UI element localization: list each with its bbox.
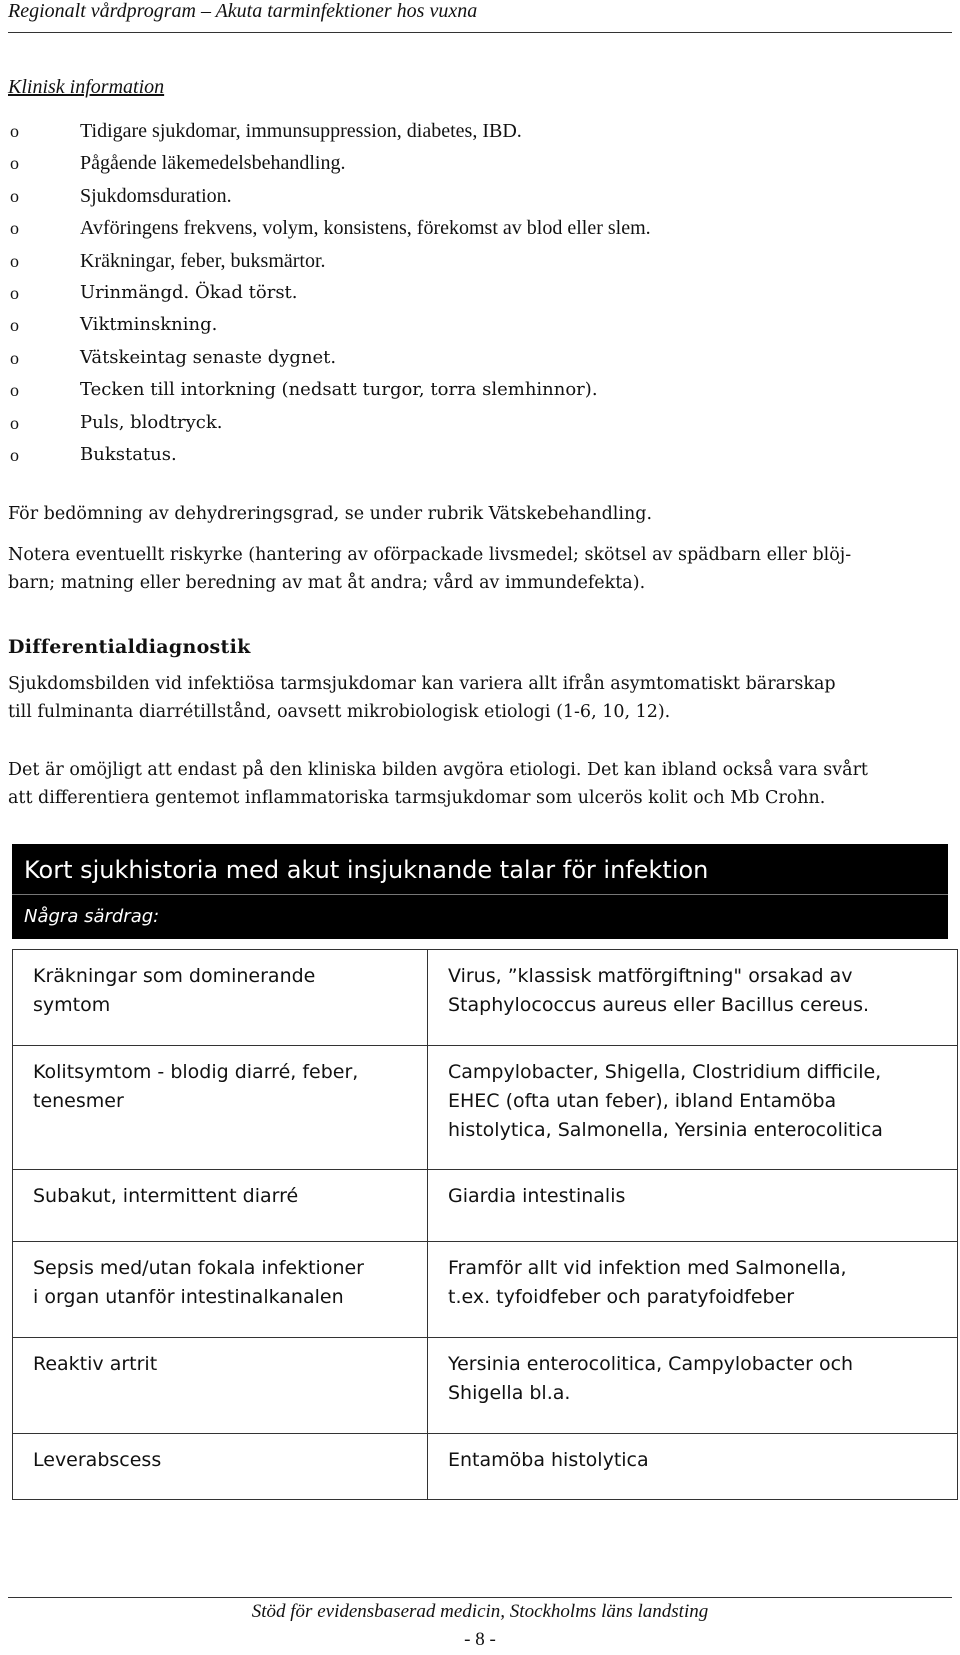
list-item-text: Avföringens frekvens, volym, konsistens, förekomst av blod eller slem.: [80, 217, 651, 240]
cause-cell: [428, 1242, 958, 1337]
list-item-text: Tidigare sjukdomar, immunsuppression, diabetes, IBD.: [80, 120, 522, 142]
table-row: [12, 1434, 958, 1500]
header-rule: [8, 32, 952, 33]
bullet-marker: o: [10, 282, 19, 303]
paragraph-line: Notera eventuellt riskyrke (hantering av oförpackade livsmedel; skötsel av spädbarn eller blöj-: [8, 545, 852, 565]
cell-line: i organ utanför intestinalkanalen: [33, 1286, 344, 1308]
bullet-marker: o: [10, 412, 19, 433]
paragraph-line: Det är omöjligt att endast på den kliniska bilden avgöra etiologi. Det kan ibland också vara svårt: [8, 760, 868, 780]
list-item-text: Tecken till intorkning (nedsatt turgor, torra slemhinnor).: [80, 379, 598, 401]
table-row: [12, 1170, 958, 1242]
symptom-cell: [12, 1242, 428, 1337]
cell-line: histolytica, Salmonella, Yersinia enterocolitica: [448, 1119, 883, 1141]
page-number: - 8 -: [464, 1629, 496, 1650]
list-item-text: Vätskeintag senaste dygnet.: [80, 346, 337, 368]
bullet-marker: o: [10, 185, 19, 206]
bullet-marker: o: [10, 250, 19, 271]
table-subtitle: Några särdrag:: [24, 906, 160, 927]
bullet-marker: o: [10, 347, 19, 368]
cell-line: Entamöba histolytica: [448, 1449, 649, 1471]
bullet-marker: o: [10, 444, 19, 465]
list-item-text: Kräkningar, feber, buksmärtor.: [80, 249, 326, 272]
cell-line: tenesmer: [33, 1090, 124, 1112]
symptom-cell: [12, 1170, 428, 1241]
page-header: Regionalt vårdprogram – Akuta tarminfektioner hos vuxna: [8, 0, 478, 22]
cell-line: Campylobacter, Shigella, Clostridium difficile,: [448, 1061, 882, 1083]
footer-rule: [8, 1597, 952, 1598]
cause-cell: [428, 1434, 958, 1499]
section-heading: Differentialdiagnostik: [8, 636, 251, 658]
cell-line: Staphylococcus aureus eller Bacillus cereus.: [448, 994, 870, 1016]
cell-line: Yersinia enterocolitica, Campylobacter och: [448, 1353, 854, 1375]
paragraph-line: Sjukdomsbilden vid infektiösa tarmsjukdomar kan variera allt ifrån asymtomatiskt bärarskap: [8, 674, 836, 694]
dehydration-note: För bedömning av dehydreringsgrad, se under rubrik Vätskebehandling.: [8, 504, 653, 524]
table-body: [12, 949, 958, 1500]
cell-line: Kräkningar som dominerande: [33, 965, 316, 987]
paragraph-line: barn; matning eller beredning av mat åt andra; vård av immundefekta).: [8, 573, 646, 593]
cell-line: Subakut, intermittent diarré: [33, 1185, 299, 1207]
list-item-text: Pågående läkemedelsbehandling.: [80, 152, 346, 175]
section-title-link[interactable]: Klinisk information: [8, 76, 165, 98]
symptom-cell: [12, 1338, 428, 1433]
paragraph-line: till fulminanta diarrétillstånd, oavsett mikrobiologisk etiologi (1-6, 10, 12).: [8, 702, 671, 722]
bullet-marker: o: [10, 315, 19, 336]
cause-cell: [428, 1338, 958, 1433]
table-row: [12, 1242, 958, 1338]
table-title: Kort sjukhistoria med akut insjuknande talar för infektion: [24, 856, 709, 884]
list-item-text: Viktminskning.: [80, 314, 218, 336]
cause-cell: [428, 1170, 958, 1241]
cell-line: Shigella bl.a.: [448, 1382, 571, 1404]
cell-line: Virus, ”klassisk matförgiftning" orsakad av: [448, 965, 853, 987]
table-row: [12, 1046, 958, 1170]
paragraph-line: att differentiera gentemot inflammatoriska tarmsjukdomar som ulcerös kolit och Mb Crohn.: [8, 788, 826, 808]
page-footer: Stöd för evidensbaserad medicin, Stockholms läns landsting: [251, 1601, 709, 1622]
cell-line: Kolitsymtom - blodig diarré, feber,: [33, 1061, 359, 1083]
cell-line: Leverabscess: [33, 1449, 162, 1471]
cell-line: Framför allt vid infektion med Salmonella,: [448, 1257, 847, 1279]
cell-line: Reaktiv artrit: [33, 1353, 158, 1375]
bullet-marker: o: [10, 218, 19, 239]
bullet-marker: o: [10, 121, 19, 141]
bullet-marker: o: [10, 380, 19, 401]
cause-cell: [428, 1046, 958, 1169]
list-item-text: Puls, blodtryck.: [80, 411, 223, 433]
symptom-cell: [12, 950, 428, 1045]
list-item-text: Sjukdomsduration.: [80, 184, 232, 207]
table-row: [12, 1338, 958, 1434]
list-item-text: Bukstatus.: [80, 443, 177, 465]
risk-occupation-paragraph: [8, 541, 851, 597]
cell-line: symtom: [33, 994, 111, 1016]
list-item-text: Urinmängd. Ökad törst.: [80, 281, 298, 303]
bullet-marker: o: [10, 153, 19, 174]
symptom-cell: [12, 1434, 428, 1499]
table-header: [12, 844, 948, 939]
differential-paragraph-1: [8, 670, 836, 726]
table-header-divider: [12, 894, 948, 895]
cell-line: EHEC (ofta utan feber), ibland Entamöba: [448, 1090, 837, 1112]
cell-line: Giardia intestinalis: [448, 1185, 626, 1207]
table-row: [12, 950, 958, 1046]
differential-paragraph-2: [8, 756, 868, 812]
cell-line: t.ex. tyfoidfeber och paratyfoidfeber: [448, 1286, 795, 1308]
symptom-cell: [12, 1046, 428, 1169]
cause-cell: [428, 950, 958, 1045]
cell-line: Sepsis med/utan fokala infektioner: [33, 1257, 364, 1279]
